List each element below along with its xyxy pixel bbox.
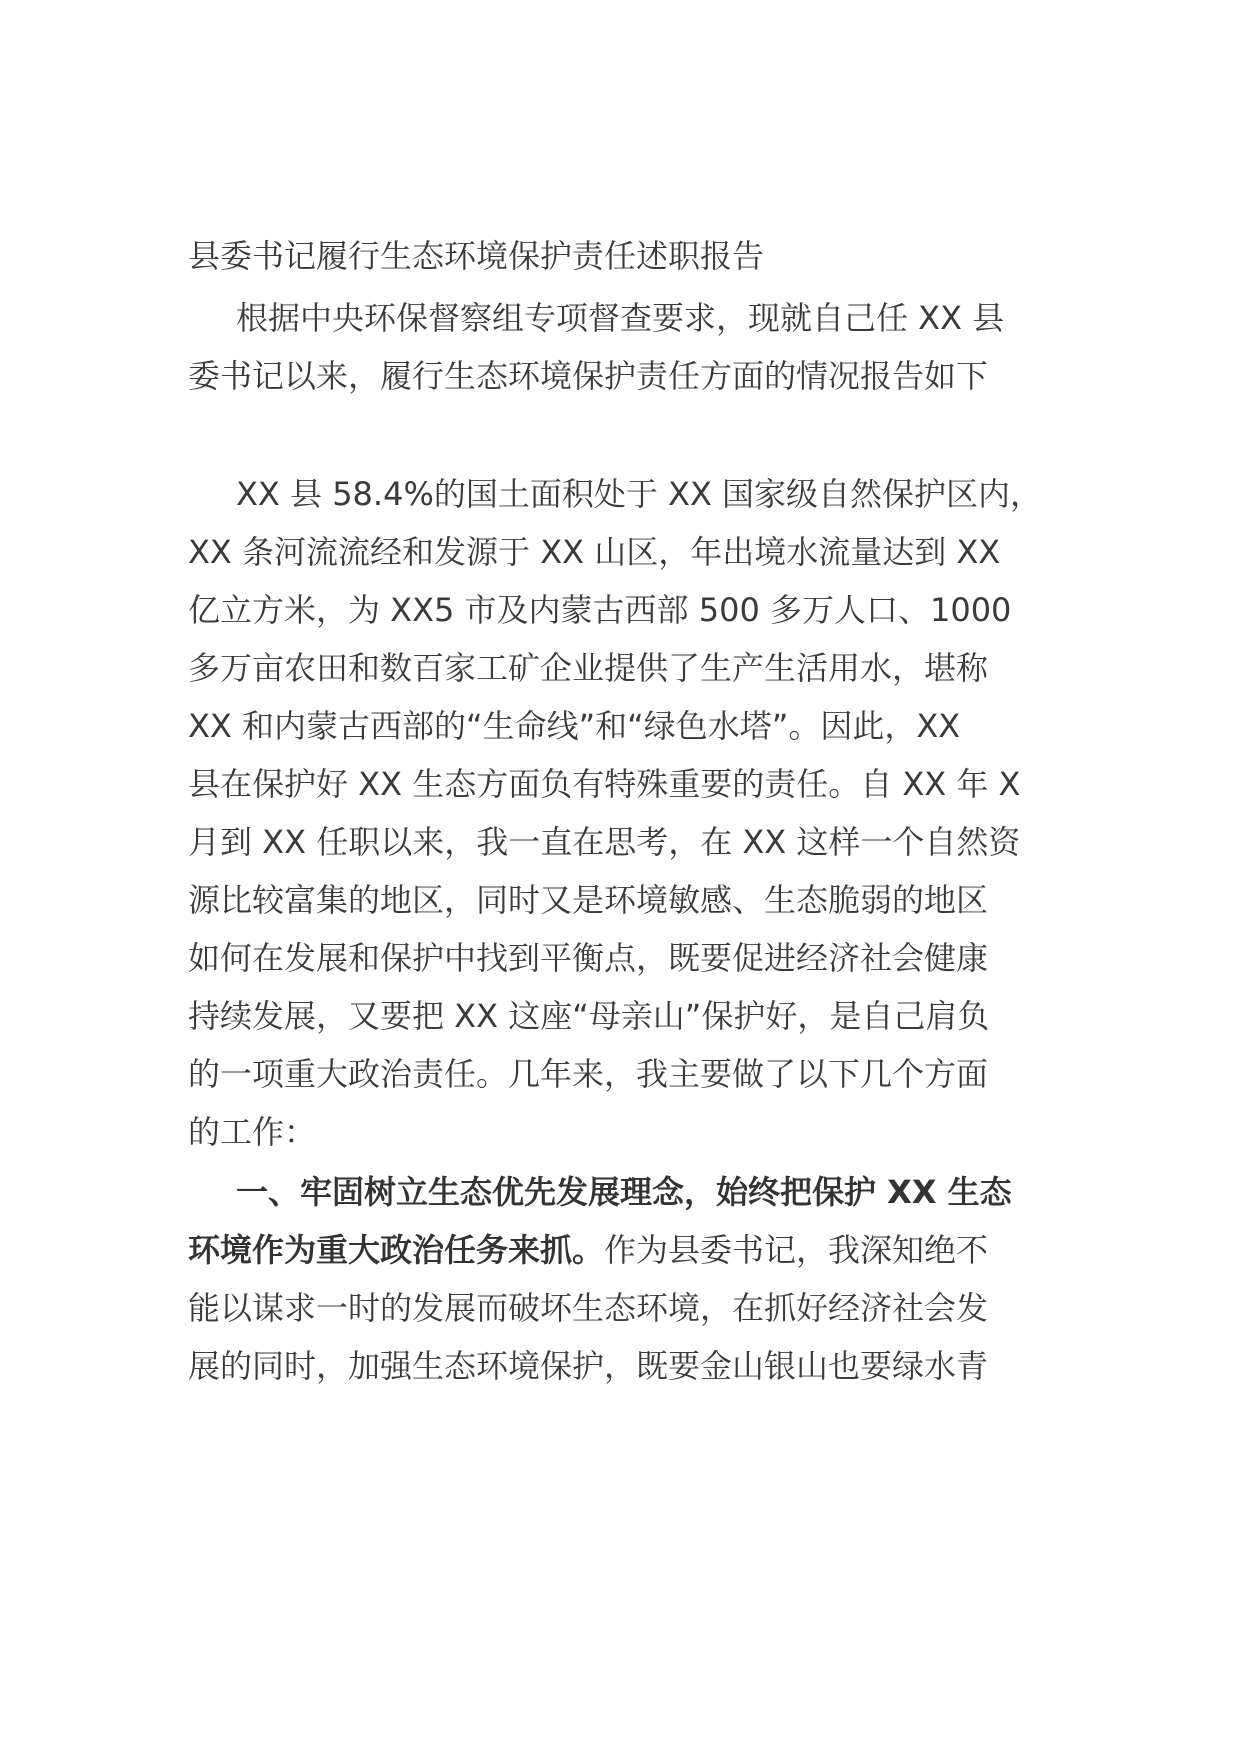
paragraph-2-line-5: XX 和内蒙古西部的“生命线”和“绿色水塔”。因此，XX: [188, 707, 961, 745]
section-1-line-2: [188, 1228, 988, 1272]
paragraph-2-line-10: 持续发展，又要把 XX 这座“母亲山”保护好，是自己肩负: [188, 997, 990, 1035]
section-1-heading-line-1: 一、牢固树立生态优先发展理念，始终把保护 XX 生态: [236, 1173, 1012, 1211]
paragraph-2-line-6: 县在保护好 XX 生态方面负有特殊重要的责任。自 XX 年 X: [188, 765, 1021, 803]
document-title: 县委书记履行生态环境保护责任述职报告: [188, 237, 765, 275]
paragraph-2-line-2: XX 条河流流经和发源于 XX 山区，年出境水流量达到 XX: [188, 533, 1001, 571]
paragraph-2-line-7: 月到 XX 任职以来，我一直在思考，在 XX 这样一个自然资: [188, 823, 1021, 861]
paragraph-2-line-4: 多万亩农田和数百家工矿企业提供了生产生活用水，堪称: [188, 649, 989, 687]
paragraph-2-line-9: 如何在发展和保护中找到平衡点，既要促进经济社会健康: [188, 939, 989, 977]
section-1-line-3: 能以谋求一时的发展而破坏生态环境，在抓好经济社会发: [188, 1289, 989, 1327]
section-1-heading-line-2: 环境作为重大政治任务来抓。: [188, 1231, 605, 1269]
section-1-line-4: 展的同时，加强生态环境保护，既要金山银山也要绿水青: [188, 1347, 989, 1385]
paragraph-2-line-8: 源比较富集的地区，同时又是环境敏感、生态脆弱的地区: [188, 881, 989, 919]
paragraph-2-line-3: 亿立方米，为 XX5 市及内蒙古西部 500 多万人口、1000: [188, 591, 1012, 629]
paragraph-1-line-2: 委书记以来，履行生态环境保护责任方面的情况报告如下: [188, 357, 989, 395]
paragraph-2-line-12: 的工作：: [188, 1113, 317, 1151]
paragraph-2-line-1: XX 县 58.4%的国土面积处于 XX 国家级自然保护区内，: [236, 475, 1043, 513]
paragraph-2-line-11: 的一项重大政治责任。几年来，我主要做了以下几个方面: [188, 1055, 989, 1093]
section-1-body-start: 作为县委书记，我深知绝不: [604, 1231, 989, 1269]
paragraph-1-line-1: 根据中央环保督察组专项督查要求，现就自己任 XX 县: [236, 299, 1005, 337]
